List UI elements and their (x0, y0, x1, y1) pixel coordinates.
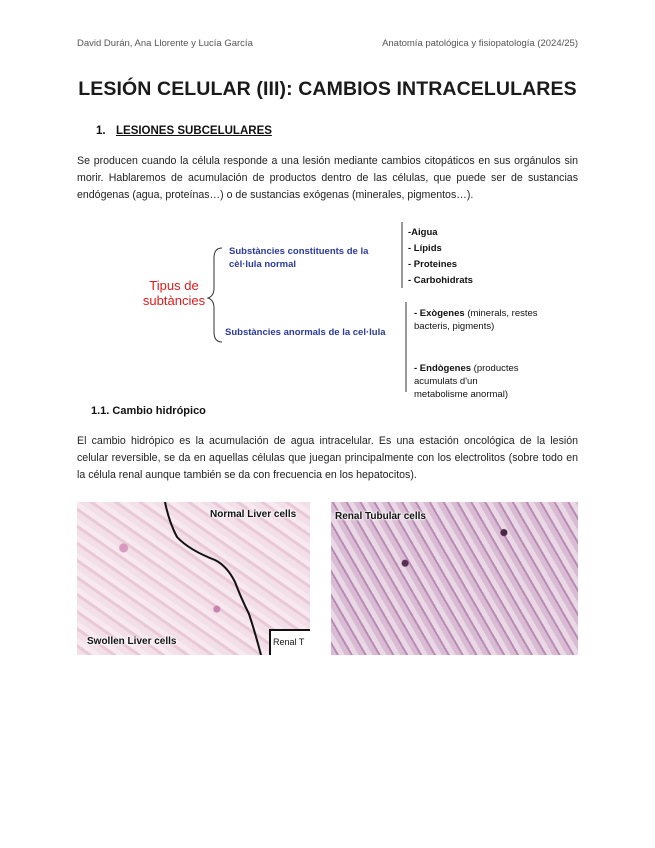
branch-normal: Substàncies constituents de la cèl·lula normal (229, 246, 369, 270)
subsection-title: 1.1. Cambio hidrópico (91, 405, 206, 417)
label-renal-tubular: Renal Tubular cells (335, 511, 426, 522)
exogens-detail: (minerals, restes bacteris, pigments) (414, 308, 538, 332)
abnormal-item-endogens (414, 362, 534, 401)
normal-item-proteins: - Proteines (408, 259, 458, 270)
header-course: Anatomía patológica y fisiopatología (2024/25) (382, 38, 578, 49)
substances-diagram (130, 220, 550, 400)
branch-abnormal: Substàncies anormals de la cel·lula (225, 327, 386, 338)
label-swollen-liver: Swollen Liver cells (87, 636, 177, 647)
label-normal-liver: Normal Liver cells (210, 509, 297, 520)
section-heading (96, 125, 272, 137)
section-paragraph: Se producen cuando la célula responde a una lesión mediante cambios citopáticos en sus orgánulos sin morir. Hablaremos de acumulación de productos dentro de las células, que puede ser de sustancias endógenas (agua, proteínas…) o de sustancias exógenas (minerales, pigmentos…). (77, 155, 578, 201)
renal-inset (269, 629, 310, 655)
endogens-detail: (productes acumulats d'un metabolisme anormal) (414, 363, 519, 400)
header-authors: David Durán, Ana Llorente y Lucía García (77, 38, 253, 49)
section-title: LESIONES SUBCELULARES (116, 125, 272, 137)
page-title: LESIÓN CELULAR (III): CAMBIOS INTRACELULARES (78, 78, 577, 100)
normal-item-water: -Aigua (408, 227, 438, 238)
exogens-label: - Exògenes (414, 308, 465, 319)
section-number: 1. (96, 125, 106, 137)
diagram-root: Tipus de subtàncies (142, 278, 206, 308)
renal-tubular-image (331, 502, 578, 655)
label-renal-inset: Renal T (273, 637, 305, 647)
subsection-paragraph: El cambio hidrópico es la acumulación de agua intracelular. Es una estación oncológica de la lesión celular reversible, se da en aquellas células que juegan principalmente con los electrolitos (sobre todo en la célula renal aunque también se da con frecuencia en los hepatocitos). (77, 435, 578, 481)
liver-cells-image (77, 502, 310, 655)
normal-item-carbohydrates: - Carbohidrats (408, 275, 473, 286)
endogens-label: - Endògenes (414, 363, 472, 374)
main-brace (208, 248, 222, 342)
normal-item-lipids: - Lípids (408, 243, 442, 254)
abnormal-item-exogens (414, 307, 544, 333)
